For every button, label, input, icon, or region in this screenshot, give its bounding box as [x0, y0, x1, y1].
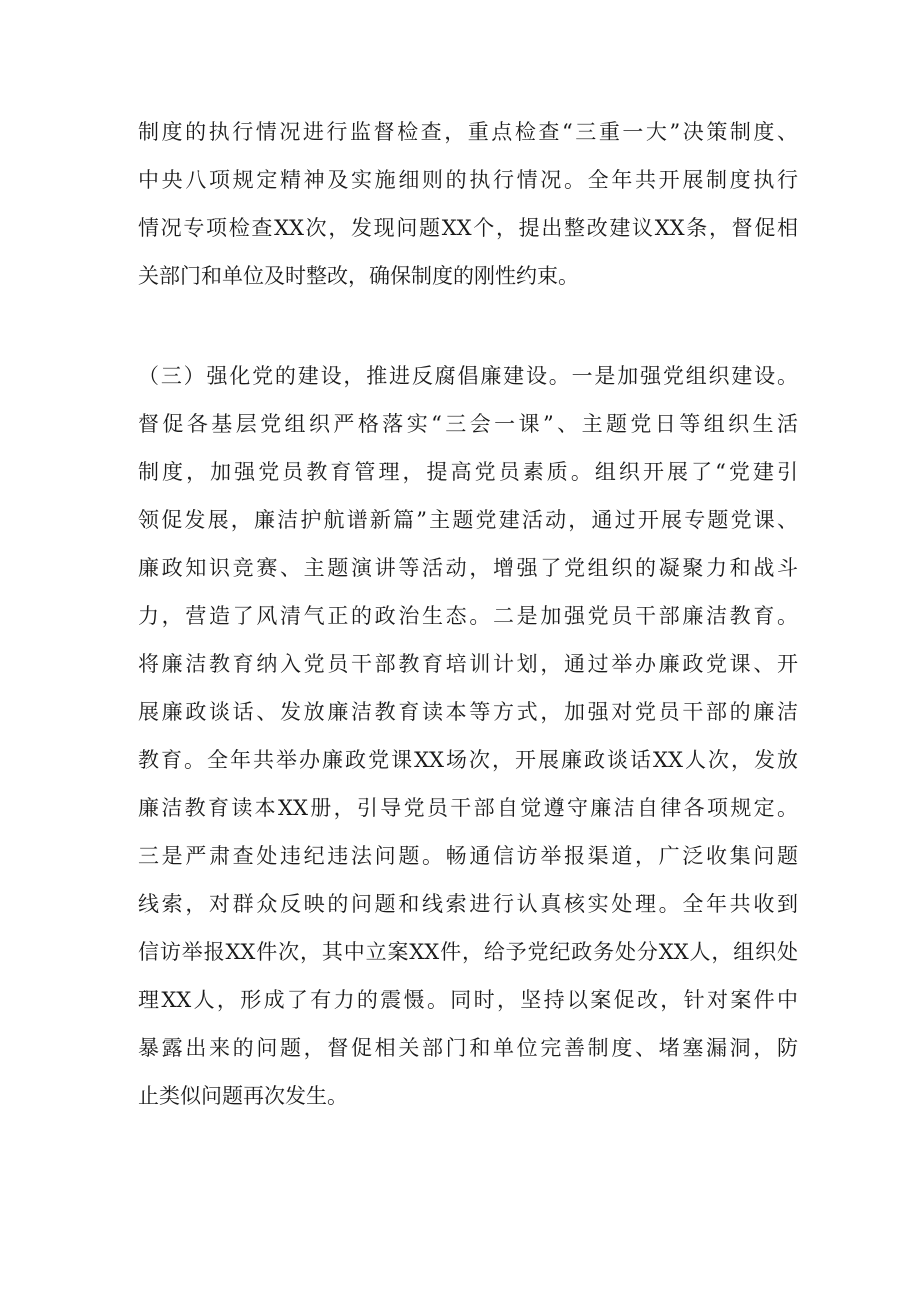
text-line: 廉政知识竞赛、主题演讲等活动，增强了党组织的凝聚力和战斗: [138, 556, 798, 580]
text-line: 展廉政谈话、发放廉洁教育读本等方式，加强对党员干部的廉洁: [138, 700, 798, 724]
text-line: 线索，对群众反映的问题和线索进行认真核实处理。全年共收到: [138, 892, 798, 916]
text-line: 理XX人，形成了有力的震慑。同时，坚持以案促改，针对案件中: [138, 988, 798, 1012]
text-line: 力，营造了风清气正的政治生态。二是加强党员干部廉洁教育。: [138, 604, 798, 628]
text-line: 制度的执行情况进行监督检查，重点检查“三重一大”决策制度、: [138, 120, 798, 144]
text-line: （三）强化党的建设，推进反腐倡廉建设。一是加强党组织建设。: [138, 364, 798, 388]
text-line: 督促各基层党组织严格落实“三会一课”、主题党日等组织生活: [138, 412, 798, 436]
text-line: 制度，加强党员教育管理，提高党员素质。组织开展了“党建引: [138, 460, 798, 484]
text-line: 情况专项检查XX次，发现问题XX个，提出整改建议XX条，督促相: [138, 216, 798, 240]
text-line: 止类似问题再次发生。: [138, 1084, 348, 1108]
text-line: 教育。全年共举办廉政党课XX场次，开展廉政谈话XX人次，发放: [138, 748, 798, 772]
paragraph-supervision: [138, 108, 798, 300]
text-line: 三是严肃查处违纪违法问题。畅通信访举报渠道，广泛收集问题: [138, 844, 798, 868]
text-line: 中央八项规定精神及实施细则的执行情况。全年共开展制度执行: [138, 168, 798, 192]
text-line: 领促发展，廉洁护航谱新篇”主题党建活动，通过开展专题党课、: [138, 508, 798, 532]
text-line: 暴露出来的问题，督促相关部门和单位完善制度、堵塞漏洞，防: [138, 1036, 798, 1060]
text-line: 廉洁教育读本XX册，引导党员干部自觉遵守廉洁自律各项规定。: [138, 796, 798, 820]
text-line: 将廉洁教育纳入党员干部教育培训计划，通过举办廉政党课、开: [138, 652, 798, 676]
text-line: 关部门和单位及时整改，确保制度的刚性约束。: [138, 264, 579, 288]
paragraph-party-building: [138, 352, 798, 1120]
text-line: 信访举报XX件次，其中立案XX件，给予党纪政务处分XX人，组织处: [138, 940, 798, 964]
